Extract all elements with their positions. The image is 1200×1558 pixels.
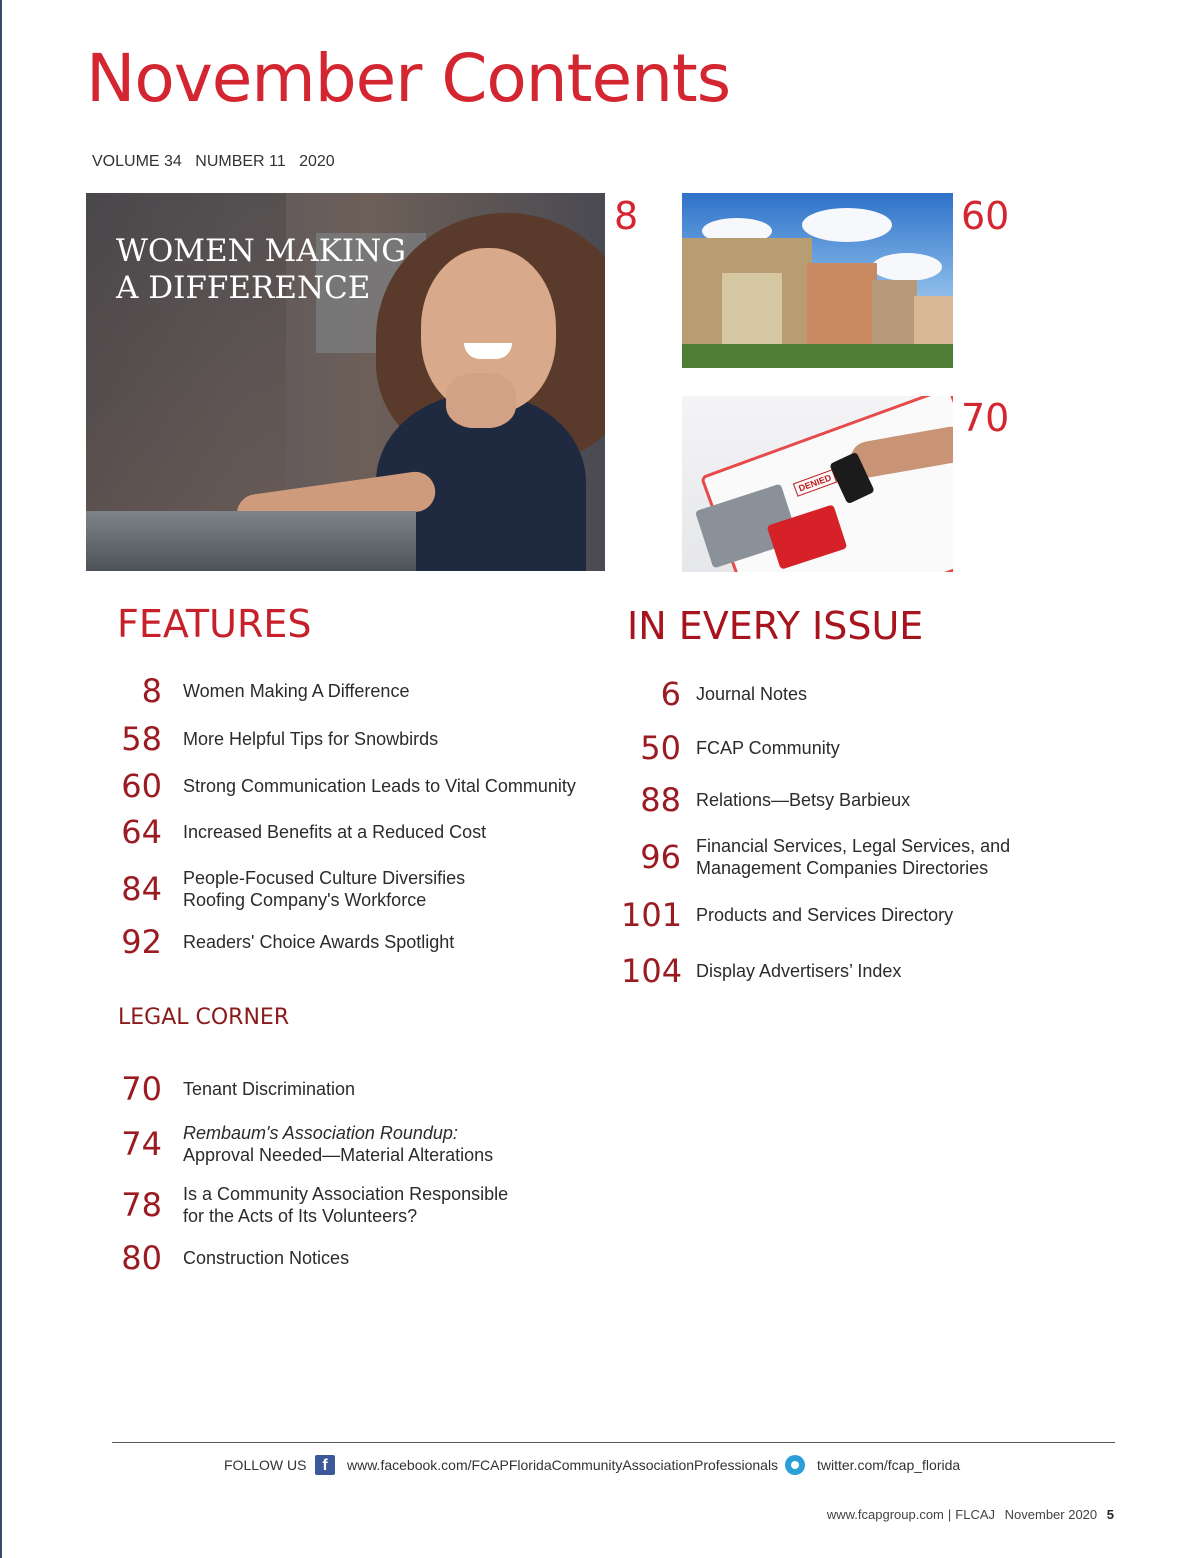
toc-page-number: 88 (640, 781, 681, 819)
toc-entry[interactable] (97, 672, 410, 710)
footer-page-number: 5 (1106, 1507, 1114, 1522)
footer-journal: FLCAJ (955, 1507, 996, 1522)
toc-page-number: 101 (621, 896, 683, 934)
toc-title (183, 680, 409, 702)
toc-page-number: 60 (121, 767, 162, 805)
photo-house (914, 296, 953, 348)
twitter-link[interactable]: twitter.com/fcap_florida (817, 1457, 961, 1473)
footer-issue-date: November 2020 (1004, 1507, 1098, 1522)
year-label: 2020 (299, 153, 335, 170)
toc-page-number: 64 (121, 813, 162, 851)
cover-photo-woman[interactable] (86, 193, 605, 571)
footer-separator: | (947, 1507, 952, 1522)
photo-page-number-60[interactable]: 60 (961, 194, 1010, 238)
toc-title-line: Relations—Betsy Barbieux (696, 790, 911, 810)
footer-divider (112, 1442, 1115, 1443)
in-every-issue-heading: IN EVERY ISSUE (627, 604, 924, 648)
toc-title (696, 835, 1010, 879)
photo-table (86, 511, 416, 571)
toc-page-number: 78 (121, 1186, 162, 1224)
toc-title (183, 931, 454, 953)
toc-title-line: Products and Services Directory (696, 905, 954, 925)
toc-page-number: 58 (121, 720, 162, 758)
toc-title-line: Roofing Company's Workforce (183, 890, 427, 910)
photo-hand (446, 373, 516, 428)
toc-title-line: Rembaum's Association Roundup: (183, 1123, 458, 1143)
number-label: NUMBER 11 (195, 153, 286, 170)
toc-title-line: People-Focused Culture Diversifies (183, 868, 466, 888)
follow-us-label: FOLLOW US (224, 1457, 307, 1473)
toc-title-line: Women Making A Difference (183, 681, 410, 701)
toc-title-line: Management Companies Directories (696, 858, 989, 878)
toc-entry[interactable] (97, 813, 487, 851)
toc-title (696, 904, 953, 926)
toc-title-line: Increased Benefits at a Reduced Cost (183, 822, 487, 842)
toc-title-line: Is a Community Association Responsible (183, 1184, 509, 1204)
toc-page-number: 80 (121, 1239, 162, 1277)
toc-page-number: 50 (640, 729, 681, 767)
footer-site[interactable]: www.fcapgroup.com (826, 1507, 944, 1522)
photo-denied-stamp: DENIED (793, 469, 837, 497)
toc-title-line: Construction Notices (183, 1248, 350, 1268)
features-heading: FEATURES (117, 602, 312, 646)
toc-page-number: 104 (621, 952, 683, 990)
toc-title-line: Tenant Discrimination (183, 1079, 356, 1099)
toc-title-line: for the Acts of Its Volunteers? (183, 1206, 418, 1226)
toc-title-line: Readers' Choice Awards Spotlight (183, 932, 455, 952)
toc-entry[interactable] (97, 1183, 508, 1227)
photo-overlay-title (116, 233, 406, 307)
denied-stamp-photo[interactable] (682, 396, 953, 572)
toc-page-number: 74 (121, 1125, 162, 1163)
overlay-line-1: WOMEN MAKING (116, 233, 407, 269)
toc-title-line: More Helpful Tips for Snowbirds (183, 729, 439, 749)
photo-page-number-70[interactable]: 70 (961, 396, 1010, 440)
toc-entry[interactable] (621, 896, 954, 934)
page-footer (827, 1507, 1114, 1522)
toc-entry[interactable] (621, 729, 840, 767)
toc-title (696, 789, 910, 811)
toc-title (183, 1078, 355, 1100)
page-edge-rule (0, 0, 2, 1558)
toc-title-line: Journal Notes (696, 684, 808, 704)
photo-cloud (872, 253, 942, 281)
toc-entry[interactable] (97, 767, 576, 805)
volume-line (92, 153, 344, 171)
toc-page-number: 6 (660, 675, 681, 713)
facebook-link[interactable]: www.facebook.com/FCAPFloridaCommunityAssociationProfessionals (347, 1457, 779, 1473)
toc-page-number: 84 (121, 870, 162, 908)
overlay-line-2: A DIFFERENCE (116, 270, 371, 306)
toc-page-number: 92 (121, 923, 162, 961)
toc-page-number: 70 (121, 1070, 162, 1108)
photo-page-number-8[interactable]: 8 (614, 194, 639, 238)
photo-lawn (682, 344, 953, 368)
toc-title (183, 1183, 508, 1227)
toc-entry[interactable] (621, 952, 902, 990)
toc-title (183, 1247, 349, 1269)
toc-entry[interactable] (97, 1070, 356, 1108)
legal-corner-heading: LEGAL CORNER (118, 1005, 290, 1030)
toc-title (183, 728, 438, 750)
toc-entry[interactable] (97, 867, 465, 911)
toc-entry[interactable] (621, 781, 911, 819)
photo-house (807, 263, 877, 348)
toc-entry[interactable] (97, 1122, 493, 1166)
toc-title (183, 775, 576, 797)
toc-title (183, 1122, 493, 1166)
toc-title (183, 821, 486, 843)
toc-entry[interactable] (97, 1239, 350, 1277)
toc-title (696, 737, 840, 759)
toc-title (696, 683, 807, 705)
townhouses-photo[interactable] (682, 193, 953, 368)
toc-page-number: 96 (640, 838, 681, 876)
toc-title-line: Approval Needed—Material Alterations (183, 1145, 494, 1165)
toc-page-number: 8 (141, 672, 162, 710)
toc-title-line: Strong Communication Leads to Vital Community (183, 776, 576, 796)
facebook-icon[interactable]: f (315, 1455, 335, 1475)
toc-entry[interactable] (621, 835, 1010, 879)
toc-title-line: Financial Services, Legal Services, and (696, 836, 1011, 856)
photo-house (872, 280, 917, 348)
photo-cloud (802, 208, 892, 242)
volume-label: VOLUME 34 (92, 153, 182, 170)
toc-entry[interactable] (621, 675, 808, 713)
toc-entry[interactable] (97, 923, 455, 961)
toc-title (696, 960, 901, 982)
twitter-icon[interactable] (785, 1455, 805, 1475)
toc-title-line: FCAP Community (696, 738, 840, 758)
photo-house (722, 273, 782, 348)
toc-title-line: Display Advertisers’ Index (696, 961, 902, 981)
toc-title (183, 867, 465, 911)
toc-entry[interactable] (97, 720, 439, 758)
page-title: November Contents (86, 40, 731, 117)
